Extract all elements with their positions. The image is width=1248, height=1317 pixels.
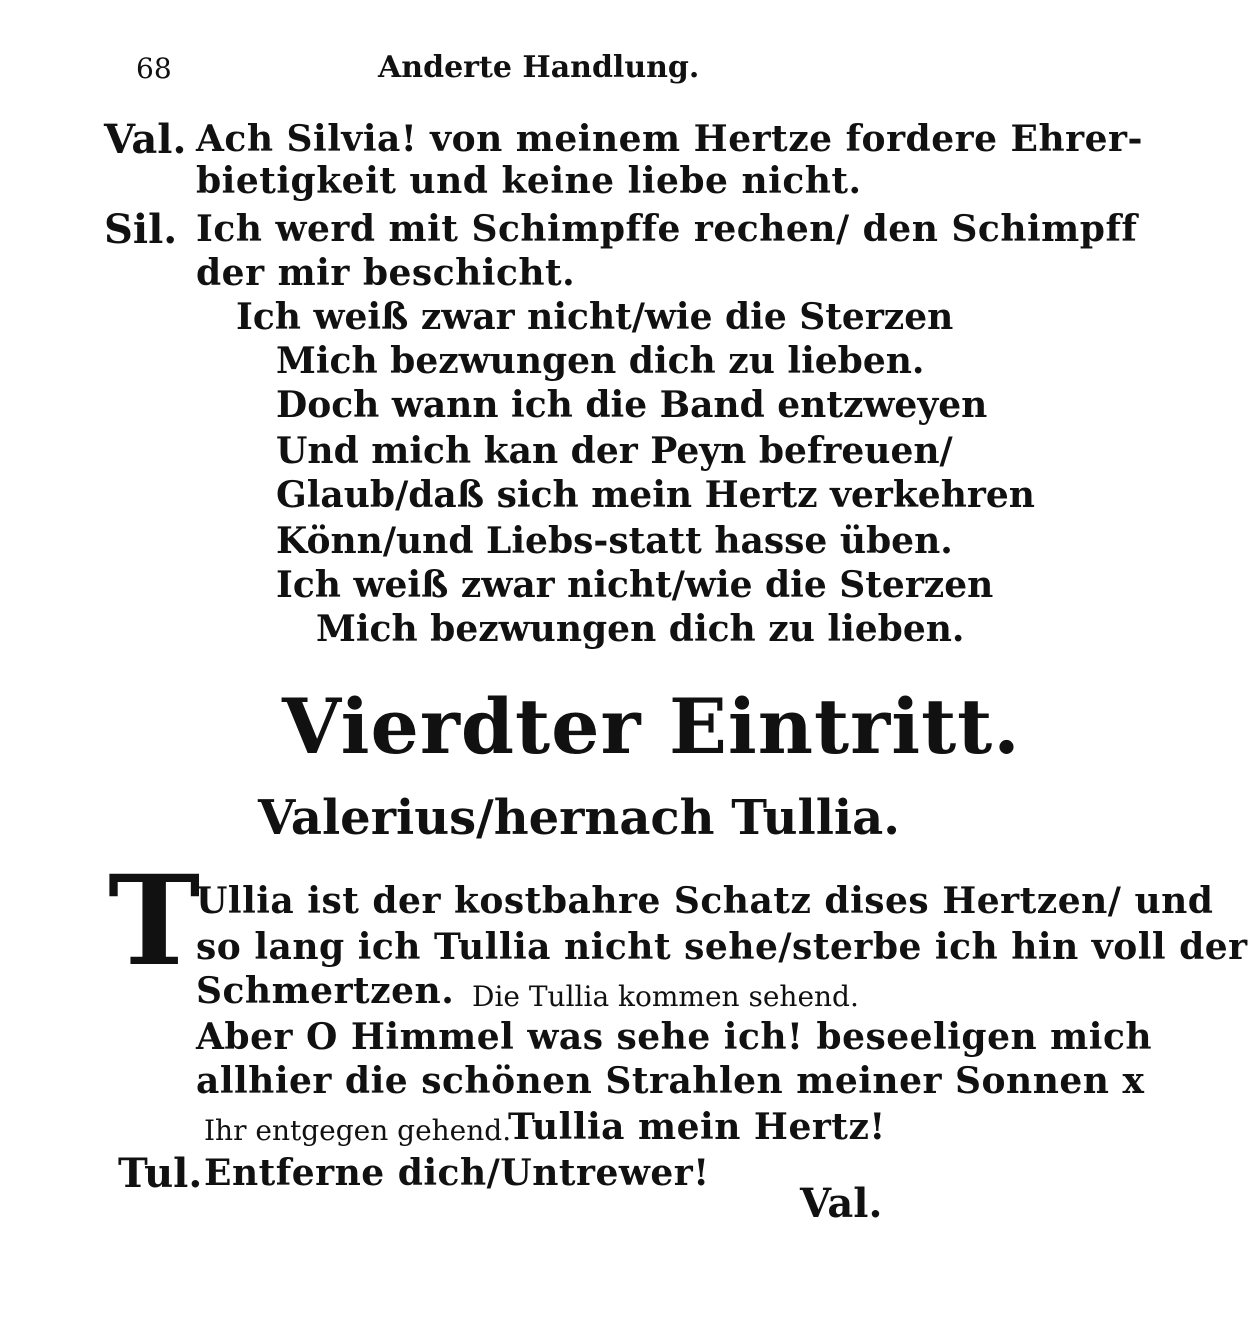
monologue-line: Schmertzen. — [196, 970, 455, 1012]
monologue-line: Aber O Himmel was sehe ich! beseeligen mich — [196, 1016, 1153, 1058]
catchword: Val. — [800, 1180, 883, 1227]
verse-line: Ich weiß zwar nicht/wie die Sterzen — [236, 296, 954, 338]
monologue-line: Tullia mein Hertz! — [508, 1106, 886, 1148]
scene-subtitle: Valerius/hernach Tullia. — [258, 790, 900, 846]
dialogue-line: Ich werd mit Schimpffe rechen/ den Schimpff — [196, 208, 1138, 250]
speaker-label: Sil. — [104, 206, 178, 253]
drop-cap: T — [108, 849, 201, 994]
page-number: 68 — [136, 52, 172, 85]
verse-line: Mich bezwungen dich zu lieben. — [276, 340, 925, 382]
dialogue-line: Ach Silvia! von meinem Hertze fordere Ehrer- — [196, 118, 1143, 160]
dialogue-line: der mir beschicht. — [196, 252, 576, 294]
verse-line: Glaub/daß sich mein Hertz verkehren — [276, 474, 1035, 516]
scene-title: Vierdter Eintritt. — [282, 682, 1021, 771]
stage-direction: Ihr entgegen gehend. — [204, 1114, 512, 1147]
dialogue-line: Entferne dich/Untrewer! — [204, 1152, 710, 1194]
verse-line: Doch wann ich die Band entzweyen — [276, 384, 988, 426]
verse-line: Mich bezwungen dich zu lieben. — [316, 608, 965, 650]
verse-line: Und mich kan der Peyn befreuen/ — [276, 430, 953, 472]
monologue-line: so lang ich Tullia nicht sehe/sterbe ich hin voll der — [196, 926, 1248, 968]
speaker-label: Tul. — [118, 1150, 203, 1197]
speaker-label: Val. — [104, 116, 187, 163]
monologue-line: Ullia ist der kostbahre Schatz dises Hertzen/ und — [196, 880, 1214, 922]
stage-direction: Die Tullia kommen sehend. — [472, 980, 859, 1013]
verse-line: Ich weiß zwar nicht/wie die Sterzen — [276, 564, 994, 606]
dialogue-line: bietigkeit und keine liebe nicht. — [196, 160, 862, 202]
running-title: Anderte Handlung. — [378, 50, 700, 85]
monologue-line: allhier die schönen Strahlen meiner Sonnen x — [196, 1060, 1145, 1102]
verse-line: Könn/und Liebs-statt hasse üben. — [276, 520, 953, 562]
